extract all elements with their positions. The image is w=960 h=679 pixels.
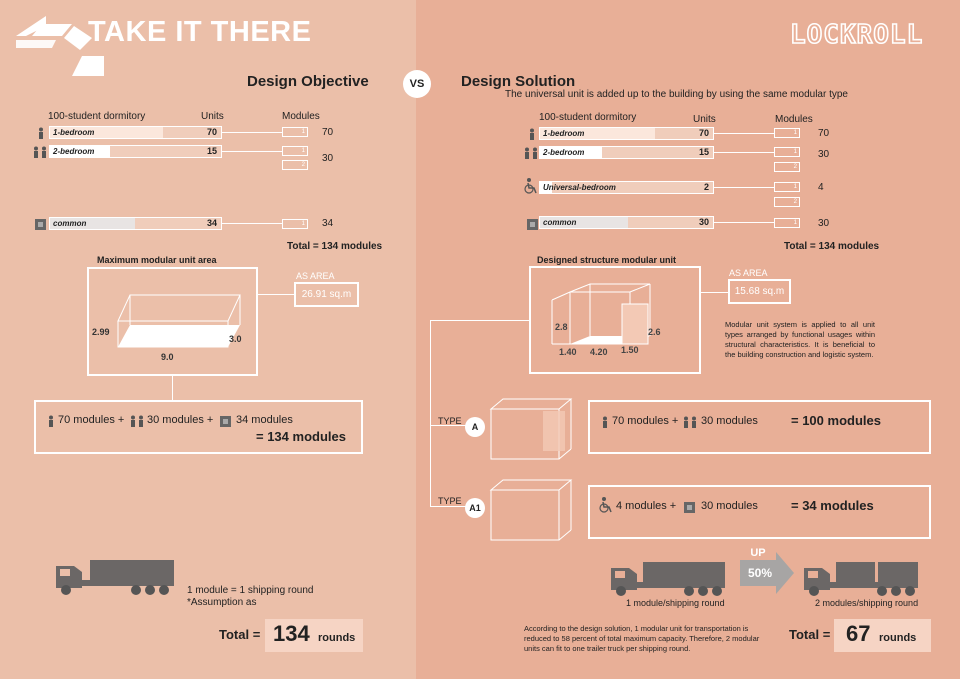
module-box: 1 [282, 146, 308, 156]
wheelchair-icon [598, 497, 612, 518]
structure-title: Designed structure modular unit [537, 255, 677, 265]
bar-2-bedroom: 2-bedroom 15 [539, 146, 714, 159]
dim-height: 2.99 [92, 327, 110, 337]
up-value: 50% [747, 566, 773, 580]
type-a-label: TYPE [438, 416, 462, 426]
left-sum-frame [34, 400, 363, 454]
left-table-title: 100-student dormitory [48, 111, 146, 122]
sum-part-1: 70 modules + [58, 414, 125, 426]
right-heading: Design Solution [461, 73, 576, 90]
sum-a-total: = 100 modules [791, 413, 881, 428]
module-box: 1 [774, 128, 800, 138]
two-persons-icon [682, 415, 698, 433]
bar-common: common 30 [539, 216, 714, 229]
ship-caption-2: 2 modules/shipping round [815, 598, 919, 608]
module-box: 2 [282, 160, 308, 170]
brand-logo: LOCKROLL [790, 20, 924, 50]
common-room-icon [684, 500, 695, 518]
structure-3d-icon [550, 282, 670, 352]
common-room-icon [35, 217, 46, 235]
type-a1-sum-frame [588, 485, 931, 539]
bar-2-bedroom: 2-bedroom 15 [49, 145, 222, 158]
right-total-modules: Total = 134 modules [784, 241, 880, 252]
dim-c: 1.50 [621, 345, 639, 355]
sum-a-part-1: 70 modules + [612, 415, 679, 427]
modules-count: 30 [818, 149, 830, 160]
person-icon [46, 414, 56, 432]
modules-count: 30 [818, 218, 830, 229]
module-box: 1 [774, 147, 800, 157]
ship-caption-1: 1 module/shipping round [626, 598, 725, 608]
sum-a-part-2: 30 modules [701, 415, 758, 427]
modules-count: 30 [322, 153, 334, 164]
left-heading: Design Objective [247, 73, 369, 90]
modules-count: 4 [818, 182, 824, 193]
truck-icon [607, 558, 727, 596]
person-icon [600, 415, 610, 433]
person-icon [527, 127, 537, 145]
left-total-value: 134 [273, 621, 310, 646]
sum-a1-part-1: 4 modules + [616, 500, 677, 512]
common-room-icon [527, 217, 538, 235]
as-area-value: 15.68 sq.m [728, 279, 791, 304]
sum-a1-part-2: 30 modules [701, 500, 758, 512]
right-col-units: Units [693, 114, 716, 125]
left-total-label: Total = [219, 627, 261, 642]
type-a1-label: TYPE [438, 496, 462, 506]
dim-depth: 3.0 [229, 334, 242, 344]
module-box: 1 [774, 182, 800, 192]
sum-part-2: 30 modules + [147, 414, 214, 426]
bar-1-bedroom: 1-bedroom 70 [49, 126, 222, 139]
two-persons-icon [129, 414, 145, 432]
module-box: 1 [774, 218, 800, 228]
module-box: 1 [282, 127, 308, 137]
module-box: 2 [774, 162, 800, 172]
up-label: UP [750, 547, 766, 559]
right-table-title: 100-student dormitory [539, 112, 637, 123]
shipping-paragraph: According to the design solution, 1 modular unit for transportation is reduced to 58 percent of total maximum capacity. Therefore, 2 modular units can fit to one trailer truck per shipping round. [524, 624, 760, 653]
type-a1-badge: A1 [465, 498, 485, 518]
bar-common: common 34 [49, 217, 222, 230]
modules-count: 34 [322, 218, 334, 229]
person-icon [36, 126, 46, 144]
dim-a: 1.40 [559, 347, 577, 357]
sum-total: = 134 modules [256, 429, 346, 444]
right-total-label: Total = [789, 627, 831, 642]
module-box: 2 [774, 197, 800, 207]
max-area-title: Maximum modular unit area [97, 255, 217, 265]
dim-d: 2.6 [648, 327, 661, 337]
left-col-modules: Modules [282, 111, 320, 122]
type-a-badge: A [465, 417, 485, 437]
left-col-units: Units [201, 111, 224, 122]
box-3d-icon [110, 285, 250, 355]
as-area-label: AS AREA [729, 268, 768, 278]
sum-a1-total: = 34 modules [791, 498, 874, 513]
sum-part-3: 34 modules [236, 414, 293, 426]
two-persons-icon [523, 146, 539, 164]
type-a-module-icon [487, 397, 577, 463]
right-subheading: The universal unit is added up to the building by using the same modular type [505, 89, 848, 100]
page-title: TAKE IT THERE [88, 16, 312, 48]
right-total-value: 67 [846, 621, 871, 646]
bar-1-bedroom: 1-bedroom 70 [539, 127, 714, 140]
ship-note-1: 1 module = 1 shipping round [187, 585, 314, 596]
as-area-value: 26.91 sq.m [294, 282, 359, 307]
dim-width: 9.0 [161, 352, 174, 362]
wheelchair-icon [523, 178, 537, 199]
right-total-unit: rounds [879, 632, 917, 644]
type-a1-module-icon [487, 478, 577, 544]
truck-icon [52, 556, 176, 596]
left-total-unit: rounds [318, 632, 356, 644]
modules-count: 70 [818, 128, 830, 139]
bar-universal-bedroom: Universal-bedroom 2 [539, 181, 714, 194]
left-total-modules: Total = 134 modules [287, 241, 383, 252]
common-room-icon [220, 414, 231, 432]
dim-b: 4.20 [590, 347, 608, 357]
vs-badge: VS [403, 70, 431, 98]
modules-count: 70 [322, 127, 334, 138]
ship-note-2: *Assumption as [187, 597, 257, 608]
structure-description: Modular unit system is applied to all unit types arranged by functional usages within structural characteristics. It is beneficial to the building construction and logistic system. [725, 320, 875, 359]
truck-icon [800, 558, 920, 596]
two-persons-icon [32, 145, 48, 163]
dim-height: 2.8 [555, 322, 568, 332]
module-box: 1 [282, 219, 308, 229]
as-area-label: AS AREA [296, 271, 335, 281]
right-col-modules: Modules [775, 114, 813, 125]
